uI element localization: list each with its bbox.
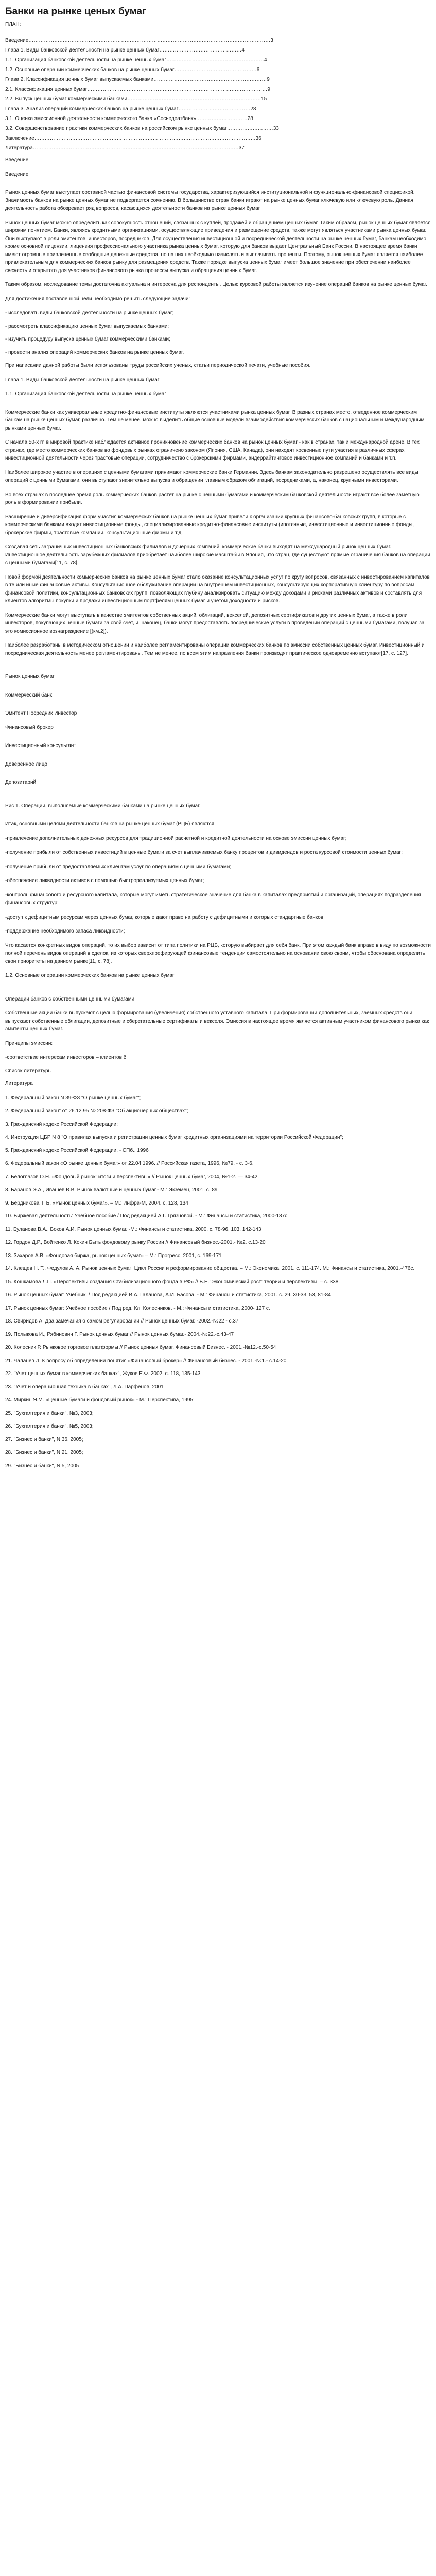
reference-item: 22. "Учет ценных бумаг в коммерческих банках", Жуков Е.Ф. 2002, с. 118, 135-143 — [5, 1371, 201, 1377]
reference-item: 7. Белоглазов О.Н. «Фондовый рынок: итоги и перспективы» // Рынок ценных бумаг, 2004, №1-2. — 34-42. — [5, 1174, 259, 1180]
intro-heading-2: Введение — [5, 171, 29, 177]
toc-entry-text: Литература — [5, 145, 33, 151]
toc-entry-leader: ………………………………………… — [159, 47, 242, 53]
reference-item: 14. Клещев Н. Т., Федулов А. А. Рынок ценных бумаг: Цикл России и реформирование общества. – М.: Экономика. 2001. с. 111-174. М.: Финансы и статистика, 2001.-476с. — [5, 1266, 415, 1272]
toc-entry-leader: ………………………………………… — [174, 67, 257, 73]
intro-heading-1: Введение — [5, 157, 29, 163]
toc-entry-leader: ………………………………………………… — [166, 57, 265, 63]
toc-entry — [5, 124, 431, 133]
toc-entry-page: 37 — [238, 145, 245, 151]
goal-item: -получение прибыли от предоставляемых клиентам услуг по операциям с ценными бумагами; — [5, 863, 232, 870]
reference-item: 6. Федеральный закон «О рынке ценных бумаг» от 22.04.1996. // Российская газета, 1996, №79. - с. 3-6. — [5, 1161, 254, 1166]
reference-item: 4. Инструкция ЦБР N 8 "О правилах выпуска и регистрации ценных бумаг кредитных организациями на территории Российской Федерации"; — [5, 1134, 343, 1140]
goal-item: -привлечение дополнительных денежных ресурсов для традиционной расчетной и кредитной деятельности на основе эмиссии ценных бумаг; — [5, 835, 347, 841]
operations-heading: Операции банков с собственными ценными бумагами — [5, 996, 135, 1002]
reference-item: 27. "Бизнес и банки", N 36, 2005; — [5, 1436, 83, 1443]
goal-item: Что касается конкретных видов операций, то их выбор зависит от типа политики на РЦБ, которую выбирает для себя банк. При этом каждый банк вправе в виду по возможности полной перечень видов операций в сделок, из которых сверхпрефирующей финансовые тенденции самостоятельно на основании свою своим, чтобы обоснована определить свои приоритеты на данном рынке[11, с. 78]. — [5, 942, 431, 964]
diagram-label-bank: Коммерческий банк — [5, 692, 53, 698]
toc-entry — [5, 65, 431, 75]
references-list-title: Список литературы — [5, 1067, 52, 1074]
references-heading: Литература — [5, 1081, 33, 1087]
intro-paragraph: Таким образом, исследование темы достаточна актуальна и интересна для респонденты. Целью курсовой работы является изучение операций банков на рынке ценных бумаг. — [5, 282, 427, 287]
toc-entry — [5, 133, 431, 143]
toc-entry-page: 9 — [267, 87, 270, 92]
task-item: - рассмотреть классификацию ценных бумаг выпускаемых банками; — [5, 323, 169, 329]
method-paragraph: При написании данной работы были использованы труды российских ученых, статьи периодической печати, учебные пособия. — [5, 363, 311, 368]
toc-entry-page: 15 — [261, 96, 267, 102]
reference-item: 9. Бердникова Т. Б. «Рынок ценных бумаг». – М.: Инфра-М, 2004. с. 128, 134 — [5, 1200, 188, 1206]
reference-item: 3. Гражданский кодекс Российской Федерации; — [5, 1121, 118, 1127]
toc-entry-page: 9 — [267, 77, 270, 82]
reference-item: 21. Чаланев Л. К вопросу об определении понятия «Финансовый брокер» // Финансовый бизнес. - 2001.-№1.- с.14-20 — [5, 1358, 287, 1364]
toc-entry-leader: …………………………………………………………………………………………………………………………… — [28, 38, 271, 43]
table-of-contents — [5, 36, 431, 153]
toc-entry — [5, 75, 431, 84]
reference-item: 20. Колесник Р. Рынковое торговое платформы // Рынок ценных бумаг. Финансовый Бизнес. - 2001.-№12.-с.50-54 — [5, 1345, 276, 1350]
toc-entry — [5, 94, 431, 104]
diagram-label-trustee: Доверенное лицо — [5, 761, 47, 767]
diagram-label-consultant: Инвестиционный консультант — [5, 743, 76, 749]
principles-heading: Принципы эмиссии: — [5, 1040, 53, 1046]
chapter-1-paragraph: Расширение и диверсификация форм участия коммерческих банков на рынке ценных бумаг привели к организации крупных финансово-банковских групп, в которые с коммерческими банками входят инвестиционные фонды, специализированные кредитно-финансовые институты (ипотечные, инвестиционные и инвестиционные фонды, брокерские фирмы, трастовые компании, консультационные фирмы и т.д. — [5, 514, 414, 536]
toc-entry-text: 1.2. Основные операции коммерческих банков на рынке ценных бумаг — [5, 67, 175, 73]
toc-entry-leader: …………………………………… — [178, 106, 251, 112]
diagram-label-broker: Финансовый брокер — [5, 724, 54, 731]
task-item: - провести анализ операций коммерческих банков на рынке ценных бумаг. — [5, 349, 184, 355]
reference-item: 1. Федеральный закон N 39-ФЗ "О рынке ценных бумаг"; — [5, 1095, 141, 1101]
chapter-1-paragraph: Коммерческие банки как универсальные кредитно-финансовые институты являются участниками рынка ценных бумаг. В разных странах место, отведенное коммерческим банкам на рынке ценных бумаг, различно. Тем не менее, можно выделить общие основные модели взаимодействия коммерческих банков с национальным и международным рынками ценных бумаг. — [5, 409, 425, 431]
task-item: - изучить процедуру выпуска ценных бумаг коммерческими банками; — [5, 336, 170, 342]
toc-entry — [5, 55, 431, 65]
toc-entry-text: 1.1. Организация банковской деятельности на рынке ценных бумаг — [5, 57, 167, 63]
toc-entry-text: Заключение — [5, 135, 34, 141]
reference-item: 28. "Бизнес и банки", N 21, 2005; — [5, 1450, 83, 1455]
chapter-1-paragraph: Коммерческие банки могут выступать в качестве эмитентов собственных акций, облигаций, векселей, депозитных сертификатов и других ценных бумаг, а также в роли инвесторов, покупающих ценные бумаги за свой счет, и, наконец, банки могут предоставлять посреднические услуги в проведении операций с ценными бумагами, получая за это комиссионное вознаграждение [(км.2]). — [5, 612, 425, 634]
toc-entry-leader: ………………………… — [196, 116, 248, 122]
toc-entry-text: 3.2. Совершенствование практики коммерческих банков на российском рынке ценных бумаг — [5, 126, 227, 131]
reference-item: 2. Федеральный закон" от 26.12.95 № 208-ФЗ "Об акционерных обществах"; — [5, 1108, 188, 1114]
document-title: Банки на рынке ценых бумаг — [5, 6, 147, 17]
reference-item: 29. "Бизнес и банки", N 5, 2005 — [5, 1463, 79, 1469]
reference-item: 19. Полыкова И., Рябинович Г. Рынок ценных бумаг // Рынок ценных бумаг.- 2004.-№22.-с.43-47 — [5, 1331, 234, 1337]
chapter-1-paragraph: Создавая сеть заграничных инвестиционных банковских филиалов и дочерних компаний, коммерческие банки выходят на международный рынок ценных бумаг. Инвестиционное деятельность зарубежных филиалов приобретает наиболее широкие масштабы в Япония, что стран, где существуют прямые ограничения банков на операции с ценными бумагами[11, с. 78]. — [5, 544, 430, 566]
toc-entry-leader: ……………………… — [226, 126, 273, 131]
chapter-1-paragraph: Наиболее широкое участие в операциях с ценными бумагами принимают коммерческие банки Германии. Здесь банкам законодательно разрешено осуществлять все виды операций с ценными бумагами, они выступают значительно выпуска и обращении главным образом облигаций, посредниками, а, наконец, крупными инвесторами. — [5, 469, 418, 483]
intro-paragraph: Для достижения поставленной цели необходимо решить следующие задачи: — [5, 296, 190, 302]
diagram-label-market: Рынок ценных бумаг — [5, 674, 55, 680]
toc-entry-leader: …………………………………………………………………………………………… — [87, 87, 268, 92]
goals-intro: Итак, основными целями деятельности банков на рынке ценных бумаг (РЦБ) являются: — [5, 821, 216, 827]
reference-item: 16. Рынок ценных бумаг: Учебник. / Под редакцией В.А. Галанова, А.И. Басова. - М.: Финансы и статистика, 2001. с. 29, 30-33, 53, 81-84 — [5, 1292, 331, 1298]
toc-entry-page: 4 — [264, 57, 267, 63]
reference-item: 5. Гражданский кодекс Российской Федерации. - СПб., 1996 — [5, 1147, 149, 1154]
section-1-2-title: 1.2. Основные операции коммерческих банков на рынке ценных бумаг — [5, 973, 175, 978]
operations-paragraph: Собственные акции банки выпускают с целью формирования (увеличения) собственного уставного капитала. При формировании дополнительных, заемных средств они выпускают собственные облигации, депозитные и сберегательные сертификаты и векселя. Эмиссия в настоящее время является активным участником финансового рынка как эмитенты ценных бумаг. — [5, 1010, 429, 1032]
chapter-1-title: Глава 1. Виды банковской деятельности на рынке ценных бумаг — [5, 377, 160, 383]
toc-entry-text: Введение — [5, 38, 29, 43]
toc-entry-leader: …………………………………………………………………… — [127, 96, 261, 102]
toc-entry — [5, 36, 431, 45]
figure-caption: Рис 1. Операции, выполняемые коммерческими банками на рынке ценных бумаг. — [5, 803, 201, 809]
toc-entry-leader: ………………………………………………………… — [153, 77, 267, 82]
reference-item: 11. Буланова В.А., Боков А.И. Рынок ценных бумаг. -М.: Финансы и статистика, 2000. с. 78-96, 103, 142-143 — [5, 1226, 261, 1232]
principle-item: -соответствие интересам инвесторов – клиентов б — [5, 1055, 127, 1060]
toc-entry-text: 2.1. Классификация ценных бумаг — [5, 87, 88, 92]
reference-item: 13. Захаров А.В. «Фондовая биржа, рынок ценных бумаг» – М.: Прогресс. 2001, с. 169-171 — [5, 1252, 222, 1259]
reference-item: 18. Свиридов А. Два замечания о самом регулировании // Рынок ценных бумаг. -2002.-№22 - с.37 — [5, 1318, 239, 1324]
reference-item: 26. "Бухгалтерия и банки", №5, 2003; — [5, 1423, 94, 1429]
toc-entry-page: 4 — [241, 47, 245, 53]
toc-entry-page: 33 — [273, 126, 279, 131]
goal-item: -получение прибыли от собственных инвестиций в ценные бумаги за счет выплачиваемых банку процентов и дивидендов и роста курсовой стоимости ценных бумаг; — [5, 850, 403, 855]
toc-entry-page: 6 — [256, 67, 260, 73]
reference-item: 8. Баранов Э.А., Ивашев В.В. Рынок валютные и ценных бумаг.- М.: Экземен, 2001. с. 89 — [5, 1187, 218, 1193]
toc-entry-page: 36 — [255, 135, 261, 141]
reference-item: 15. Кошкамова Л.П. «Перспективы создания Стабилизационного фонда в РФ» // Б.Е.: Экономический рост: теории и перспективы. – с. 338. — [5, 1279, 340, 1285]
reference-item: 12. Гордон Д.Р., Войтенко Л. Кокин Быть фондовому рынку России // Финансовый бизнес.-2001.- №2. с.13-20 — [5, 1240, 266, 1245]
chapter-1-paragraph: Во всех странах в последнее время роль коммерческих банков растет на рынке с ценными бумагами и коммерческим банковской деятельности играют все более заметную роль в формировании прибыли. — [5, 492, 420, 505]
task-item: - исследовать виды банковской деятельности на рынке ценных бумаг; — [5, 310, 174, 316]
toc-entry-text: 3.1. Оценка эмиссионной деятельности коммерческого банка «Сосьедеатбанк» — [5, 116, 196, 122]
toc-entry-page: 28 — [250, 106, 256, 112]
references-list — [5, 1094, 431, 1470]
reference-item: 25. "Бухгалтерия и банки", №3, 2003; — [5, 1410, 94, 1416]
plan-label: ПЛАН: — [5, 22, 21, 27]
toc-entry-page: 28 — [247, 116, 253, 122]
reference-item: 17. Рынок ценных бумаг: Учебное пособие / Под ред. Кл. Колесников. - М.: Финансы и статистика, 2000- 127 с. — [5, 1305, 270, 1311]
toc-entry-text: Глава 1. Виды банковской деятельности на рынке ценных бумаг — [5, 47, 160, 53]
toc-entry — [5, 84, 431, 94]
chapter-1-paragraph: Наиболее разработаны в методическом отношении и наиболее регламентированы операции коммерческих банков по эмиссии собственных ценных бумаг. Инвестиционный и посредническая деятельность менее регламентированы. Тем не менее, по всем этим направления банки производят практическое одновременно вступают[17, с. 127]. — [5, 642, 425, 656]
toc-entry — [5, 143, 431, 153]
goal-item: -доступ к дефицитным ресурсам через ценных бумаг, которые дают право на работу с дефицитными и которых стандартные банков, — [5, 914, 325, 920]
section-1-1-title: 1.1. Организация банковской деятельности на рынке ценных бумаг — [5, 391, 167, 397]
toc-entry-text: 2.2. Выпуск ценных бумаг коммерческими банками — [5, 96, 128, 102]
goal-item: -обеспечение ликвидности активов с помощью быстрореализуемых ценных бумаг; — [5, 878, 204, 884]
reference-item: 10. Биржевая деятельность: Учебное пособие / Под редакцией А.Г. Грязновой. - М.: Финансы и статистика, 2000-187с. — [5, 1213, 289, 1219]
reference-item: 24. Миркин Я.М. «Ценные бумаги и фондовый рынок» - М.: Перспектива, 1995; — [5, 1397, 195, 1403]
toc-entry — [5, 114, 431, 124]
toc-entry — [5, 104, 431, 114]
toc-entry-leader: ………………………………………………………………………………………………………………… — [34, 135, 256, 141]
reference-item: 23. "Учет и операционная техника в банках", Л.А. Парфенов, 2001 — [5, 1384, 164, 1390]
intro-paragraph: Рынок ценных бумаг выступает составной частью финансовой системы государства, характеризующийся институциональной и функционально-финансовой спецификой. Значимость банков на рынке ценных бумаг не подвергается сомнению. В большинстве стран банки играют на рынке ценных бумаг ключевую или ключевую роль. Данная деятельность работа обозревает ряд вопросов, касающихся деятельности банков на рынке ценных бумаг. — [5, 190, 415, 211]
toc-entry-leader: ………………………………………………………………………………………………………… — [32, 145, 239, 151]
intro-paragraph: Рынок ценных бумаг можно определить как совокупность отношений, связанных с куплей, продажей и обращением ценных бумаг. Таким образом, рынок ценных бумаг является широким понятием. Банки, являясь кредитными организациями, осуществляющие приведения и размещение средств, также могут являться участниками рынка ценных бумаг. Они выступают в роли эмитентов, инвесторов, посредников. Для осуществления инвестиционной и посреднической деятельности на рынке ценных бумаг, банкам необходимо кроме основной лицензии, лицензия профессионального участника рынка ценных бумаг, которую для банков выдает Центральный Банк России. В настоящее время банки имеют огромные привлеченные свободные денежные средства, но на них необходимо начислять и выплачивать проценты. Поэтому, рынок ценных бумаг является наиболее привлекательным для коммерческих банков рынку для размещения средств. Также порядке выпуска ценных бумаг имеет большое значение при обеспечении наиболее свежесть и открытого для участников финансового рынка процессы выпуска и обращения ценных бумаг. — [5, 219, 431, 274]
diagram-label-depository: Депозитарий — [5, 779, 37, 785]
chapter-1-paragraph: С начала 50-х гг. в мировой практике наблюдается активное проникновение коммерческих банков на рынок ценных бумаг - как в странах, так и международной арене. В тех странах, где место коммерческих банков во фондовых рынках ограничено законом (Япония, США, Канада), они находят косвенные пути участия в различных сферах инвестиционной деятельности через трастовые операции, сотрудничество с брокерскими фирмами, андеррайтинговое инвестиционное компаний и банками и т.п. — [5, 439, 420, 461]
toc-entry-text: Глава 2. Классификация ценных бумаг выпускаемых банками — [5, 77, 154, 82]
diagram-label-roles: Эмитент Посредник Инвестор — [5, 710, 77, 716]
toc-entry — [5, 45, 431, 55]
chapter-1-paragraph: Новой формой деятельности коммерческих банков на рынке ценных бумаг стало оказание консультационных услуг по кругу вопросов, связанных с инвестированием капиталов в те или иные финансовые активы. Консультационное обслуживание операции на внутреннем инвестиционных, консультирующих корпоративную клиентуру по вопросам финансовой политики, консультационных банковских групп, позволяющих глубину анализировать ситуацию между доходами и рисками различных активов и составлять для клиентов алгоритмы покупки и продажи инвестиционным портфелям ценных бумаг и учетом доходности и рисков. — [5, 574, 430, 604]
toc-entry-text: Глава 3. Анализ операций коммерческих банков на рынке ценных бумаг — [5, 106, 179, 112]
goal-item: -поддержание необходимого запаса ликвидности; — [5, 928, 125, 934]
toc-entry-page: 3 — [270, 38, 273, 43]
goal-item: -контроль финансового и ресурсного капитала, которые могут иметь стратегическое значение для банка в капиталах предприятий и организаций, операциях подразделения финансовых структур; — [5, 892, 421, 906]
